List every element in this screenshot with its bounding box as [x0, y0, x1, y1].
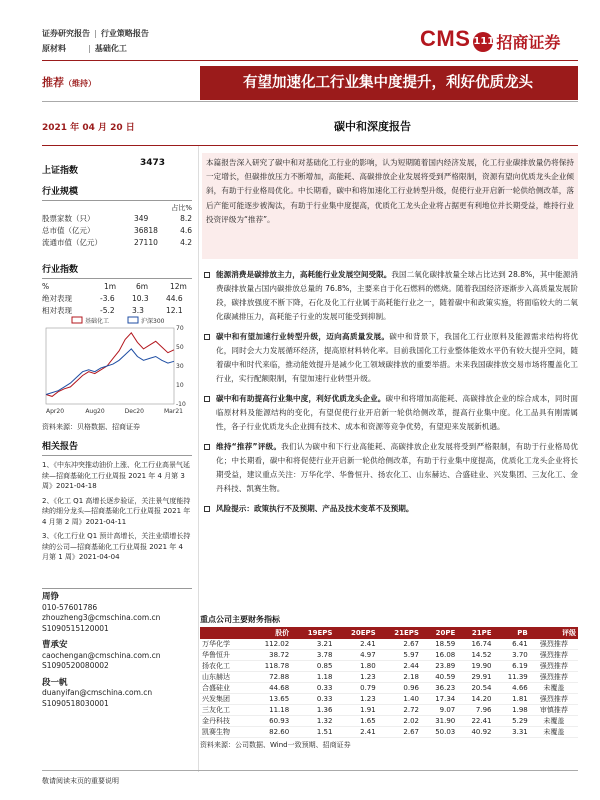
fin-cell: 2.02 — [378, 716, 421, 727]
fin-cell: 2.41 — [334, 639, 377, 650]
column-divider — [198, 146, 199, 772]
legend-label: 基础化工 — [85, 318, 110, 325]
fin-cell: 118.78 — [248, 661, 291, 672]
fin-cell: 5.97 — [378, 650, 421, 661]
bullet-list — [204, 268, 578, 516]
fin-cell: 14.20 — [457, 694, 493, 705]
series-line-1 — [46, 349, 174, 395]
analyst-name: 段一帆 — [42, 677, 68, 688]
perf-cell: 绝对表现 — [42, 294, 72, 303]
perf-cell: 10.3 — [132, 294, 149, 303]
fin-cell: 华鲁恒升 — [200, 650, 248, 661]
fin-cell: 31.90 — [421, 716, 457, 727]
fin-header-cell: PB — [493, 627, 529, 639]
fin-cell: 0.33 — [291, 683, 334, 694]
fin-header-cell: 20PE — [421, 627, 457, 639]
fin-cell: 2.44 — [378, 661, 421, 672]
y-tick-label: 10 — [176, 382, 184, 389]
analyst-name: 曹承安 — [42, 640, 68, 650]
fin-cell: 4.97 — [334, 650, 377, 661]
bullet-item — [204, 392, 578, 434]
bullet-body: 我国二氧化碳排放量全球占比达到 28.8%，其中能源消费碳排放量占国内碳排放总量的 76.8%，主要来自于化石燃料的燃烧。随着我国经济逐渐步入高质量发展阶段，碳排放强度不断下降，石化及化工行业属于高耗能行业之一，随着碳中和政策实施，将面临较大的二氧化碳减排压力，高耗能子行业的发展可能受到抑制。 — [216, 270, 578, 321]
scale-pct: 8.2 — [180, 214, 192, 223]
bullet-square-icon — [204, 334, 210, 340]
fin-row — [200, 639, 578, 650]
bullet-head: 碳中和有望加速行业转型升级，迈向高质量发展。 — [216, 332, 390, 341]
bullet-head: 能源消费是碳排放主力，高耗能行业发展空间受限。 — [216, 270, 392, 279]
report-type: 证券研究报告 — [42, 29, 90, 38]
fin-cell: 50.03 — [421, 727, 457, 738]
chart-frame — [46, 328, 174, 404]
fin-cell: 19.90 — [457, 661, 493, 672]
fin-cell: 60.93 — [248, 716, 291, 727]
bullet-square-icon — [204, 272, 210, 278]
fin-cell: 2.67 — [378, 727, 421, 738]
fin-cell: 1.51 — [291, 727, 334, 738]
fin-cell: 6.41 — [493, 639, 529, 650]
analyst-email[interactable]: caochengan@cmschina.com.cn — [42, 650, 161, 660]
fin-cell: 11.18 — [248, 705, 291, 716]
fin-cell: 1.98 — [493, 705, 529, 716]
scale-row — [42, 225, 192, 237]
bullet-head: 风险提示：政策执行不及预期、产品及技术变革不及预期。 — [216, 504, 414, 513]
fin-cell: 40.59 — [421, 672, 457, 683]
footer-rule — [42, 770, 578, 771]
bullet-body: 我们认为碳中和下行业高能耗、高碳排放企业发展将受到严格限制，有助于行业格局优化；中长期看，碳中和将促使行业开启新一轮供给侧改革，有助于行业集中度提高，优质化工龙头企业将长期受益，建议重点关注：万华化学、华鲁恒升、扬农化工、山东赫达、合盛硅业、兴发集团、三友化工、金丹科技、凯赛生物。 — [216, 442, 578, 493]
fin-cell: 44.68 — [248, 683, 291, 694]
fin-header-cell: 20EPS — [334, 627, 377, 639]
report-subtitle: 碳中和深度报告 — [334, 120, 411, 133]
fin-cell: 16.08 — [421, 650, 457, 661]
fin-row — [200, 716, 578, 727]
analyst-email[interactable]: duanyifan@cmschina.com.cn — [42, 688, 153, 697]
fin-cell: 0.79 — [334, 683, 377, 694]
fin-cell: 未覆盖 — [530, 716, 578, 727]
perf-cell: -3.6 — [100, 294, 115, 303]
fin-row — [200, 650, 578, 661]
fin-cell: 1.81 — [493, 694, 529, 705]
fin-cell: 1.23 — [334, 694, 377, 705]
index-row: 上证指数 3473 — [42, 158, 166, 176]
logo-badge-icon: 111 — [473, 32, 493, 52]
fin-header-cell: 21PE — [457, 627, 493, 639]
perf-row — [42, 293, 192, 305]
fin-cell: 6.19 — [493, 661, 529, 672]
related-item[interactable]: 2、《化工 Q1 高增长逐步验证，关注景气度能持续的细分龙头—招商基础化工行业周报 2021 年 4 月第 2 周》2021-04-11 — [42, 496, 191, 526]
scale-value: 36818 — [134, 226, 158, 235]
perf-cell: -5.2 — [100, 306, 115, 315]
logo-cn: 招商证券 — [496, 33, 561, 52]
fin-row — [200, 727, 578, 738]
fin-cell: 1.91 — [334, 705, 377, 716]
fin-table-section: 重点公司主要财务指标 股价 19EPS 20EPS 21EPS 20PE 21PE PB 评级 万华化学 112.02 3.21 2.41 2.67 18.59 16.74 6.41 强烈推荐 华鲁恒升 38.72 3.78 4.97 5.97 16.08 14.52 3.70 强烈推荐 扬农化工 118.78 0.85 1.80 2.44 23.89 19.90 6.19 强烈推荐 山东赫达 72.88 1.18 1.23 2.18 40.59 29.91 11.39 强烈推荐 合盛硅业 44.68 0.33 0.79 0.96 36.23 20.54 4.66 未覆盖 兴发集团 13.65 0.33 1.23 1.40 17.34 14.20 1.81 强烈推荐 三友化工 11.18 1.36 1.91 2.72 9.07 7.96 1.98 审慎推荐 金丹科技 60.93 1.32 1.65 2.02 31.90 22.41 5.29 未覆盖 凯赛生物 82.60 1.51 2.41 2.67 50.03 40.92 3.31 未覆盖 资料来源：公司数据、Wind一致预期、招商证券 — [200, 615, 576, 749]
sector: 原材料 — [42, 44, 66, 53]
bullet-item — [204, 330, 578, 386]
footer-note: 敬请阅读末页的重要说明 — [42, 777, 119, 785]
rule-1 — [42, 101, 578, 102]
legend-swatch — [128, 317, 138, 323]
header-rule — [42, 60, 578, 61]
y-tick-label: 70 — [176, 325, 184, 332]
fin-cell: 11.39 — [493, 672, 529, 683]
fin-cell: 36.23 — [421, 683, 457, 694]
bullet-square-icon — [204, 506, 210, 512]
analyst — [42, 592, 192, 634]
fin-cell: 1.80 — [334, 661, 377, 672]
fin-cell: 0.85 — [291, 661, 334, 672]
fin-cell: 1.32 — [291, 716, 334, 727]
fin-cell: 2.18 — [378, 672, 421, 683]
rule-2 — [42, 145, 578, 146]
fin-cell: 13.65 — [248, 694, 291, 705]
fin-cell: 强烈推荐 — [530, 650, 578, 661]
fin-cell: 23.89 — [421, 661, 457, 672]
scale-key: 股票家数（只） — [42, 214, 95, 223]
fin-header-cell: 股价 — [248, 627, 291, 639]
analyst-id: S1090515120001 — [42, 623, 109, 633]
analyst — [42, 678, 192, 710]
fin-cell: 0.33 — [291, 694, 334, 705]
fin-cell: 1.36 — [291, 705, 334, 716]
scale-key: 总市值（亿元） — [42, 226, 95, 235]
fin-cell: 2.67 — [378, 639, 421, 650]
fin-cell: 112.02 — [248, 639, 291, 650]
fin-cell: 2.41 — [334, 727, 377, 738]
logo — [420, 26, 560, 53]
fin-cell: 未覆盖 — [530, 727, 578, 738]
bullet-square-icon — [204, 444, 210, 450]
fin-cell: 18.59 — [421, 639, 457, 650]
analyst-email[interactable]: zhouzheng3@cmschina.com.cn — [42, 613, 161, 622]
fin-header-cell — [200, 627, 248, 639]
x-tick-label: Aug20 — [85, 408, 105, 415]
fin-cell: 三友化工 — [200, 705, 248, 716]
report-category: 行业策略报告 — [100, 29, 149, 38]
y-tick-label: 50 — [176, 344, 184, 351]
related-section: 相关报告 1、《中东冲突推动油价上涨、化工行业高景气延续—招商基础化工行业周报 2021 年 4 月第 3 周》2021-04-18 2、《化工 Q1 高增长逐步验证，关注景气度能持续的细分龙头—招商基础化工行业周报 2021 年 4 月第 2 周》2021-04-11 3、《化工行业 Q1 预计高增长，关注业绩增长持续的公司—招商基础化工行业周报 2021 年 4 月第 1 周》2021-04-04 — [42, 442, 191, 561]
scale-section: 行业规模 占比% 股票家数（只） 349 8.2 总市值（亿元） 36818 4.6 流通市值（亿元） 27110 4.2 — [42, 187, 192, 247]
fin-cell: 14.52 — [457, 650, 493, 661]
fin-cell: 未覆盖 — [530, 683, 578, 694]
scale-pct: 4.2 — [180, 238, 192, 247]
bullet-head: 碳中和有助提高行业集中度，利好优质龙头企业。 — [216, 394, 386, 403]
index-chart-svg — [42, 314, 192, 420]
x-tick-label: Dec20 — [124, 408, 144, 415]
report-date: 2021 年 04 月 20 日 — [42, 123, 135, 133]
fin-cell: 兴发集团 — [200, 694, 248, 705]
scale-value: 27110 — [134, 238, 158, 247]
fin-header-row — [200, 627, 578, 639]
fin-table — [200, 627, 578, 738]
analyst-id: S1090520080002 — [42, 661, 109, 670]
fin-cell: 82.60 — [248, 727, 291, 738]
y-tick-label: 30 — [176, 363, 184, 370]
analyst — [42, 640, 192, 672]
perf-section: 行业指数 % 1m 6m 12m 绝对表现 -3.6 10.3 44.6 相对表现 -5.2 3.3 12.1 — [42, 262, 192, 317]
fin-cell: 4.66 — [493, 683, 529, 694]
fin-cell: 17.34 — [421, 694, 457, 705]
analyst-name: 周铮 — [42, 592, 60, 602]
perf-col: 6m — [136, 282, 149, 291]
legend-swatch — [72, 317, 82, 323]
fin-row — [200, 705, 578, 716]
fin-cell: 强烈推荐 — [530, 639, 578, 650]
summary-box — [202, 153, 578, 259]
fin-cell: 万华化学 — [200, 639, 248, 650]
analyst-id: S1090518030001 — [42, 698, 109, 708]
fin-cell: 2.72 — [378, 705, 421, 716]
bullet-item — [204, 440, 578, 496]
fin-row — [200, 672, 578, 683]
scale-row — [42, 237, 192, 249]
fin-cell: 扬农化工 — [200, 661, 248, 672]
legend-label: 沪深300 — [141, 318, 165, 325]
bullet-head: 维持“推荐”评级。 — [216, 442, 282, 451]
scale-value: 349 — [134, 214, 149, 223]
fin-cell: 3.70 — [493, 650, 529, 661]
report-title: 有望加速化工行业集中度提升，利好优质龙头 — [243, 75, 533, 91]
chart-source: 资料来源：贝格数据、招商证券 — [42, 423, 140, 431]
fin-cell: 22.41 — [457, 716, 493, 727]
perf-col: % — [42, 282, 50, 291]
fin-cell: 1.18 — [291, 672, 334, 683]
x-tick-label: Apr20 — [46, 408, 65, 415]
fin-cell: 0.96 — [378, 683, 421, 694]
fin-row — [200, 683, 578, 694]
perf-cell: 3.3 — [132, 306, 144, 315]
fin-cell: 20.54 — [457, 683, 493, 694]
x-tick-label: Mar21 — [164, 408, 183, 415]
fin-cell: 强烈推荐 — [530, 661, 578, 672]
bullet-body: 碳中和将增加高能耗、高碳排放企业的综合成本，同时面临原材料及能源结构的变化，有望促使行业开启新一轮供给侧改革，提高行业集中度。化工品具有刚需属性，各子行业优质龙头企业拥有技术、成本和资源等竞争优势，有望迎来发展新机遇。 — [216, 394, 578, 431]
fin-row — [200, 661, 578, 672]
fin-cell: 1.65 — [334, 716, 377, 727]
perf-header — [42, 281, 192, 293]
fin-cell: 72.88 — [248, 672, 291, 683]
bullet-item — [204, 268, 578, 324]
fin-cell: 7.96 — [457, 705, 493, 716]
fin-cell: 山东赫达 — [200, 672, 248, 683]
related-item[interactable]: 3、《化工行业 Q1 预计高增长，关注业绩增长持续的公司—招商基础化工行业周报 2021 年 4 月第 1 周》2021-04-04 — [42, 532, 191, 561]
scale-pct: 4.6 — [180, 226, 192, 235]
scale-row — [42, 213, 192, 225]
fin-cell: 凯赛生物 — [200, 727, 248, 738]
bullet-square-icon — [204, 396, 210, 402]
fin-cell: 金丹科技 — [200, 716, 248, 727]
fin-cell: 3.21 — [291, 639, 334, 650]
bullet-item — [204, 502, 578, 516]
fin-header-cell: 19EPS — [291, 627, 334, 639]
fin-cell: 1.40 — [378, 694, 421, 705]
related-item[interactable]: 1、《中东冲突推动油价上涨、化工行业高景气延续—招商基础化工行业周报 2021 年 4 月第 3 周》2021-04-18 — [42, 461, 190, 490]
header-line2: 原材料 | 基础化工 — [42, 44, 127, 53]
perf-col: 1m — [104, 282, 117, 291]
logo-cms: CMS — [420, 26, 471, 51]
sub-sector: 基础化工 — [94, 44, 127, 53]
perf-cell: 44.6 — [166, 294, 183, 303]
y-tick-label: -10 — [176, 401, 186, 408]
fin-header-cell: 评级 — [530, 627, 578, 639]
fin-cell: 9.07 — [421, 705, 457, 716]
fin-cell: 1.23 — [334, 672, 377, 683]
fin-cell: 合盛硅业 — [200, 683, 248, 694]
summary-text: 本篇报告深入研究了碳中和对基础化工行业的影响，认为短期随着国内经济发展，化工行业碳排放量仍将保持一定增长，但碳排放压力不断增加，高能耗、高碳排放企业发展将受到严格限制，资源有望向优质龙头企业倾斜，有助于行业格局优化。中长期看，碳中和将加速化工行业转型升级，促使行业开启新一轮供给侧改革，落后产能可能逐步被淘汰，有助于行业集中度提高，优质化工龙头企业将占据更有利地位并长期受益，维持行业投资评级为“推荐”。 — [206, 158, 574, 224]
fin-cell: 29.91 — [457, 672, 493, 683]
fin-row — [200, 694, 578, 705]
header-line1: 证券研究报告 | 行业策略报告 — [42, 29, 149, 38]
analysts-section — [42, 588, 192, 715]
scale-key: 流通市值（亿元） — [42, 238, 102, 247]
fin-cell: 强烈推荐 — [530, 694, 578, 705]
perf-col: 12m — [170, 282, 187, 291]
analyst-phone: 010-57601786 — [42, 602, 98, 612]
fin-cell: 审慎推荐 — [530, 705, 578, 716]
bullet-body: 碳中和背景下，我国化工行业原料及能源需求结构将优化，同时会大力发展循环经济，提高原材料转化率。目前我国化工行业整体能效水平仍有较大提升空间，随着碳中和时代来临，推动能效提升是减少化工领域碳排放的重要举措。未来我国碳排放交易市场将覆盖化工行业，实行配额限制，有望加速行业转型升级。 — [216, 332, 578, 383]
fin-cell: 38.72 — [248, 650, 291, 661]
fin-cell: 40.92 — [457, 727, 493, 738]
perf-cell: 相对表现 — [42, 306, 72, 315]
fin-cell: 16.74 — [457, 639, 493, 650]
fin-cell: 5.29 — [493, 716, 529, 727]
rating: 推荐（维持） — [42, 76, 96, 89]
fin-cell: 强烈推荐 — [530, 672, 578, 683]
fin-cell: 3.31 — [493, 727, 529, 738]
fin-cell: 3.78 — [291, 650, 334, 661]
index-chart — [42, 314, 192, 420]
perf-cell: 12.1 — [166, 306, 183, 315]
fin-header-cell: 21EPS — [378, 627, 421, 639]
